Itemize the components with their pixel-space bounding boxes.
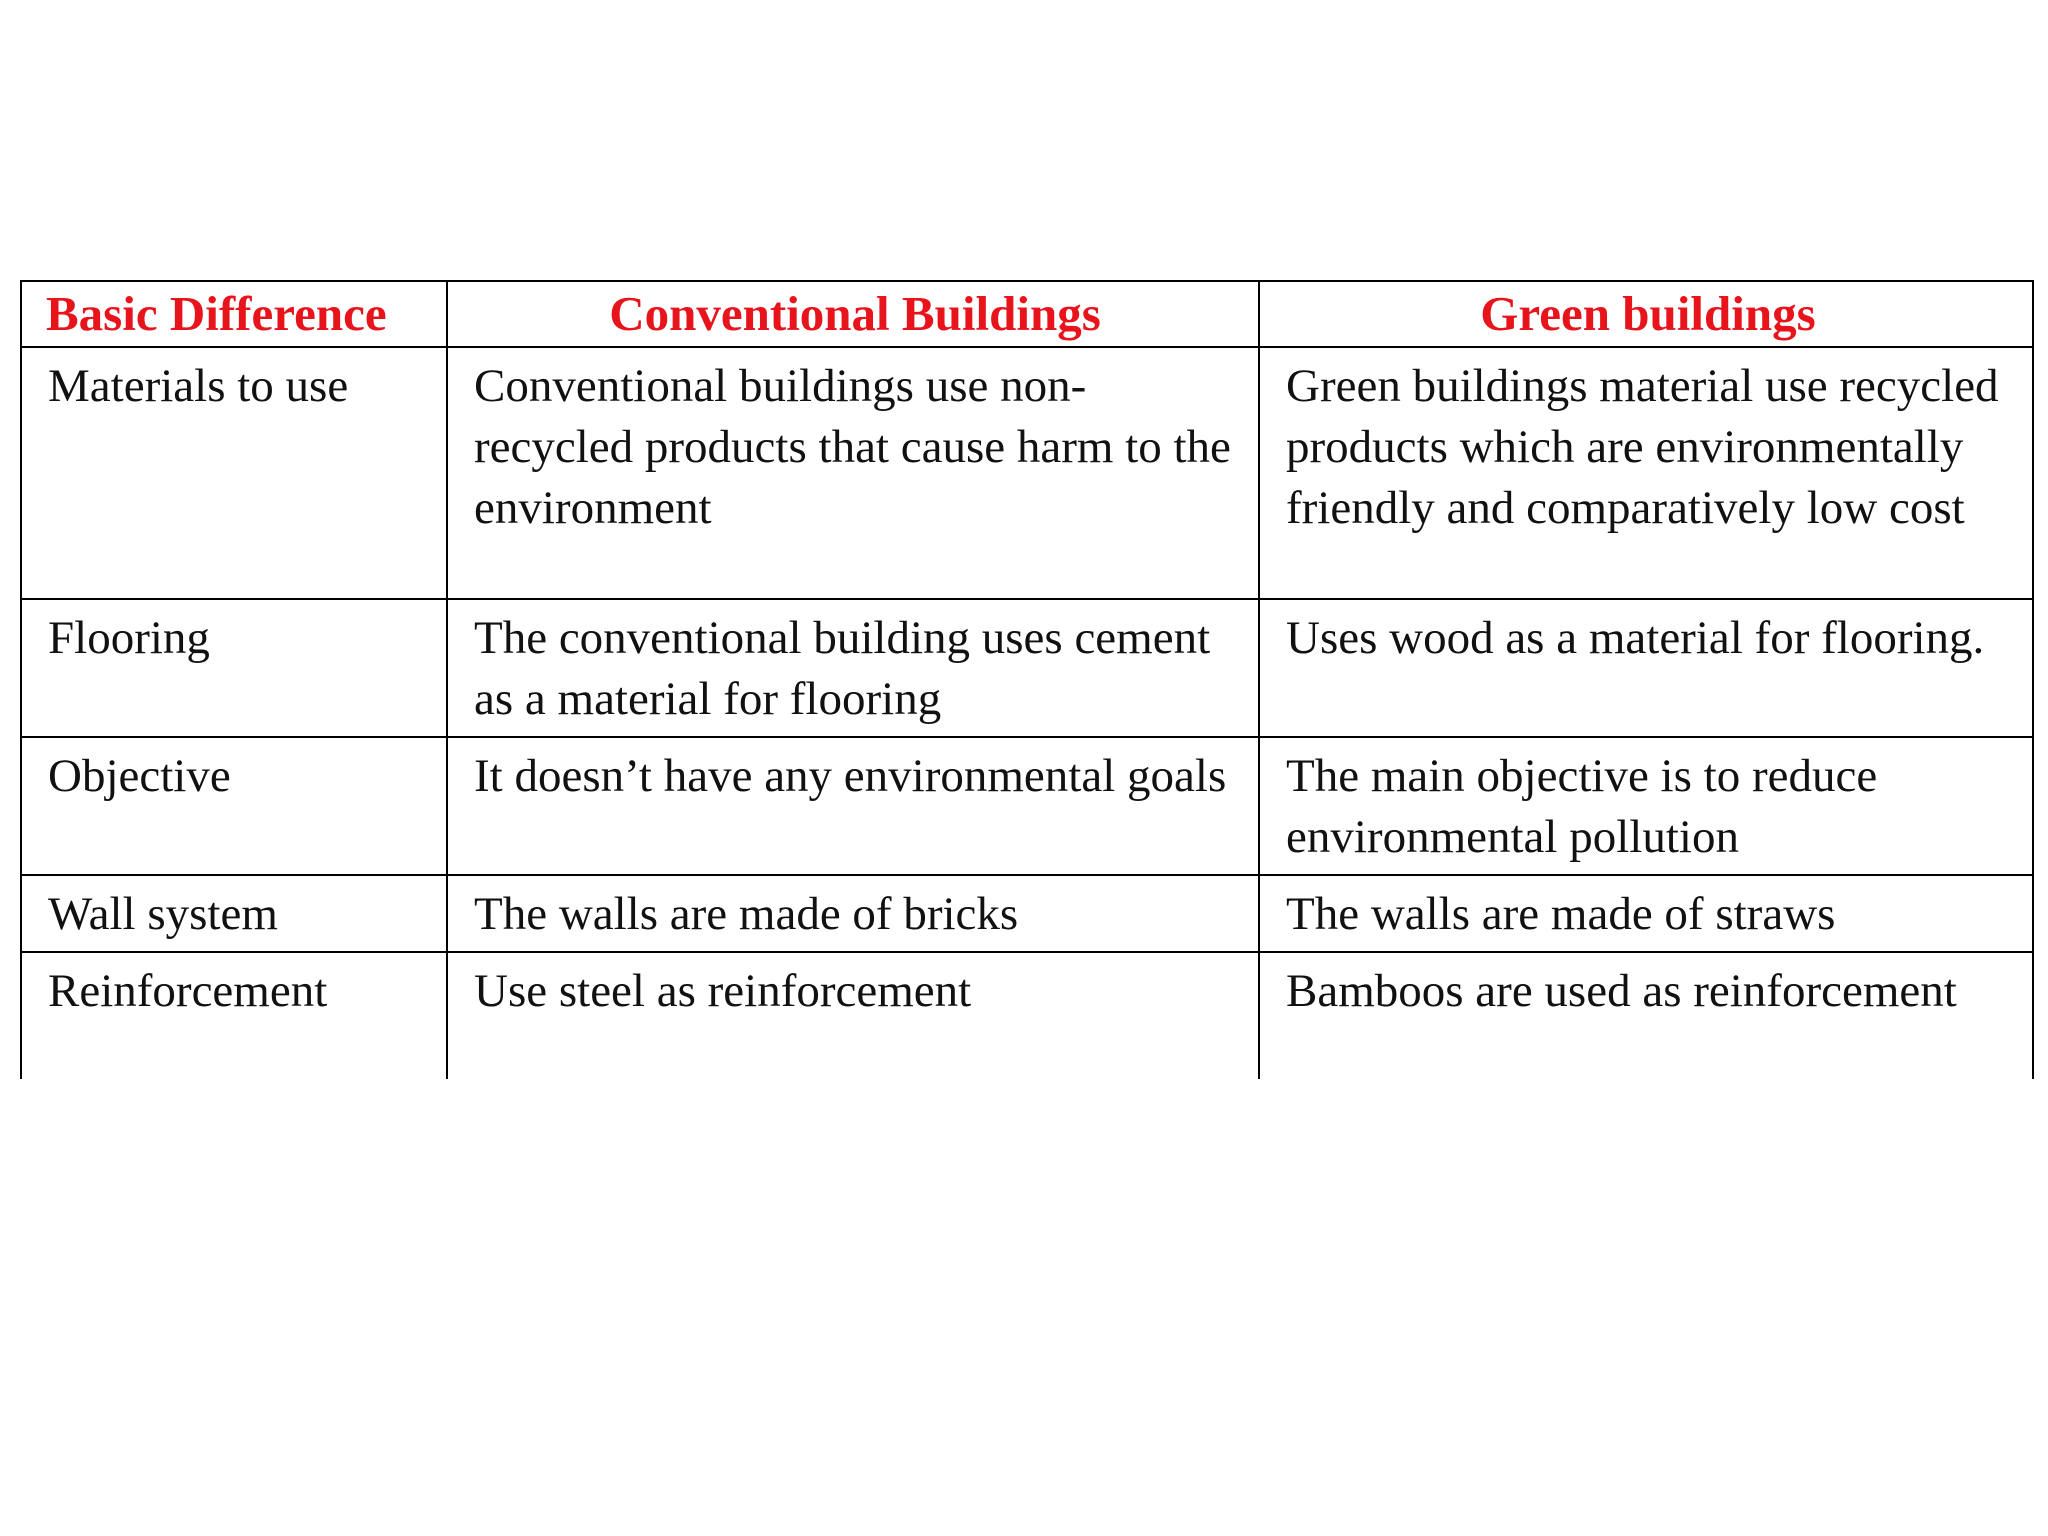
table-row [21,737,2033,875]
conventional-cell: Conventional buildings use non-recycled products that cause harm to the environment [447,347,1259,599]
green-cell: The main objective is to reduce environmental pollution [1259,737,2033,875]
aspect-cell: Objective [21,737,447,875]
aspect-cell: Wall system [21,875,447,952]
conventional-cell: The walls are made of bricks [447,875,1259,952]
table-row [21,952,2033,1079]
table-row [21,875,2033,952]
conventional-cell: The conventional building uses cement as a material for flooring [447,599,1259,737]
green-cell: Bamboos are used as reinforcement [1259,952,2033,1079]
conventional-cell: It doesn’t have any environmental goals [447,737,1259,875]
green-cell: Green buildings material use recycled products which are environmentally friendly and comparatively low cost [1259,347,2033,599]
header-green-buildings: Green buildings [1259,281,2033,347]
green-cell: The walls are made of straws [1259,875,2033,952]
aspect-cell: Flooring [21,599,447,737]
header-row [21,281,2033,347]
green-cell: Uses wood as a material for flooring. [1259,599,2033,737]
conventional-cell: Use steel as reinforcement [447,952,1259,1079]
table-row [21,599,2033,737]
comparison-table [20,280,2034,1079]
table-row [21,347,2033,599]
aspect-cell: Reinforcement [21,952,447,1079]
aspect-cell: Materials to use [21,347,447,599]
header-basic-difference: Basic Difference [21,281,447,347]
header-conventional-buildings: Conventional Buildings [447,281,1259,347]
